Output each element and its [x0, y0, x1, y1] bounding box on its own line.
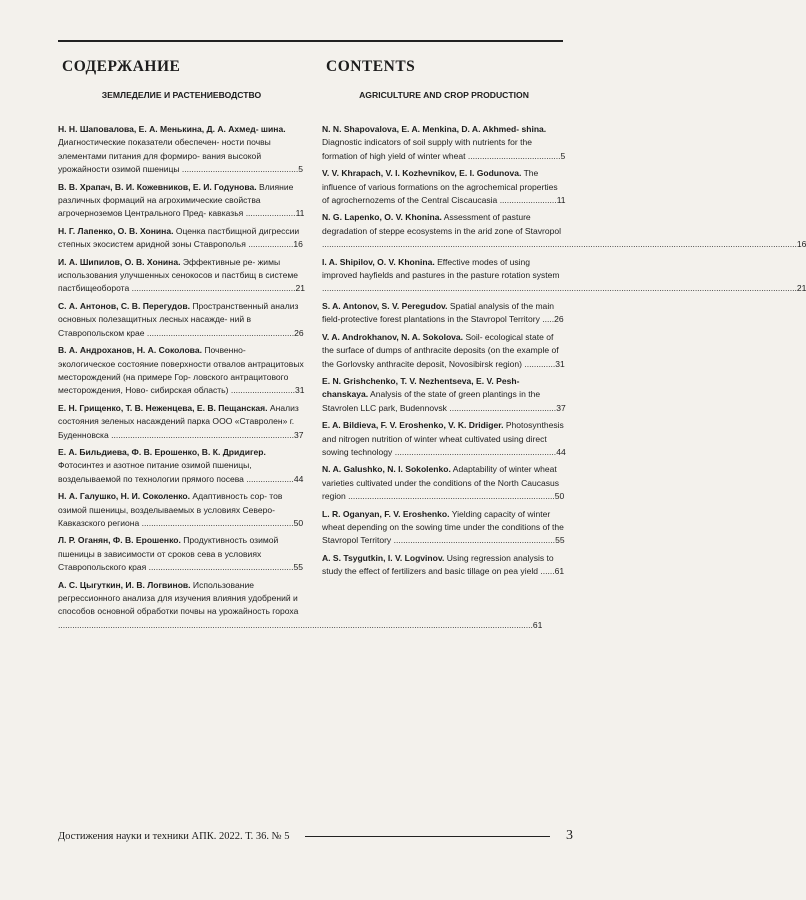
dot-leader: ..................................................................... — [131, 283, 296, 294]
entry-title: Фотосинтез и азотное питание озимой пшеницы, возделываемой по технологии прямого посева — [58, 460, 252, 484]
entry-authors: V. A. Androkhanov, N. A. Sokolova. — [322, 331, 464, 342]
entry-title: Почвенно- экологическое состояние поверхности отвалов антрацитовых месторождений (на примере Гор- ловского антрацитового месторождения, Ново- сибирская область) — [58, 345, 304, 396]
entry-title: Анализ состояния зеленых насаждений парка ООО «Ставролен» г. Буденновска — [58, 402, 299, 440]
toc-entry — [322, 167, 566, 207]
toc-entry — [58, 490, 305, 530]
entry-authors: E. A. Bildieva, F. V. Eroshenko, V. K. Dridiger. — [322, 420, 504, 431]
entry-page-number: 50 — [293, 517, 304, 528]
entry-page-number: 5 — [298, 164, 304, 175]
entry-page-number: 21 — [796, 283, 806, 294]
entry-authors: С. А. Антонов, С. В. Перегудов. — [58, 300, 190, 311]
entry-title: Spatial analysis of the main field-protective forest plantations in the Stavropol Territory — [322, 300, 554, 325]
page-footer — [58, 826, 573, 846]
toc-entry — [322, 419, 566, 459]
contents-heading-ru: СОДЕРЖАНИЕ — [62, 58, 181, 75]
toc-entry — [58, 446, 305, 486]
entry-title: Использование регрессионного анализа для изучения влияния удобрений и способов основной обработки почвы на урожайность гороха — [58, 579, 299, 617]
entry-title: Оценка пастбищной дигрессии степных экосистем аридной зоны Ставрополья — [58, 225, 300, 250]
entry-page-number: 37 — [293, 429, 304, 440]
entry-authors: В. А. Андроханов, Н. А. Соколова. — [58, 345, 202, 356]
entry-authors: S. A. Antonov, S. V. Peregudov. — [322, 300, 448, 311]
entry-title: Влияние различных формаций на агрохимические свойства агрочерноземов Центрального Пред- кавказья — [58, 181, 294, 219]
entry-page-number: 11 — [556, 195, 566, 206]
toc-entry — [58, 225, 305, 252]
entry-authors: E. N. Grishchenko, T. V. Nezhentseva, E. V. Pesh- chanskaya. — [322, 375, 520, 400]
toc-entry — [58, 300, 305, 340]
dot-leader: ............................................................. — [148, 562, 294, 573]
entry-page-number: 31 — [294, 385, 305, 396]
entry-page-number: 44 — [293, 473, 304, 484]
entry-page-number: 61 — [554, 566, 565, 577]
entry-authors: Е. А. Бильдиева, Ф. В. Ерошенко, В. К. Дридигер. — [58, 446, 266, 457]
entry-page-number: 31 — [555, 358, 565, 369]
entry-authors: А. С. Цыгуткин, И. В. Логвинов. — [58, 579, 191, 590]
entry-authors: N. N. Shapovalova, E. A. Menkina, D. A. Akhmed- shina. — [322, 124, 547, 134]
dot-leader: ................................................................ — [141, 517, 294, 528]
dot-leader: ...... — [540, 566, 555, 577]
entry-authors: N. A. Galushko, N. I. Sokolenko. — [322, 464, 451, 475]
toc-entry — [58, 344, 305, 398]
entry-title: Assessment of pasture degradation of steppe ecosystems in the arid zone of Stavropol — [322, 212, 561, 236]
dot-leader: .................................................................... — [393, 535, 556, 546]
entry-title: Effective modes of using improved hayfields and pastures in the pasture rotation system — [322, 256, 560, 281]
english-contents-column — [322, 58, 806, 583]
entry-page-number: 55 — [555, 535, 565, 546]
entry-page-number: 55 — [293, 562, 303, 573]
toc-entry — [58, 534, 305, 574]
entry-authors: Н. А. Галушко, Н. И. Соколенко. — [58, 491, 191, 502]
entry-title: Using regression analysis to study the effect of fertilizers and basic tillage on pea yield — [322, 552, 554, 577]
entry-page-number: 37 — [556, 402, 566, 413]
entries-list-en — [322, 123, 806, 579]
entry-page-number: 61 — [532, 619, 543, 630]
entry-page-number: 5 — [560, 150, 566, 161]
dot-leader: ................... — [248, 239, 294, 250]
entry-authors: Н. Н. Шаповалова, Е. А. Менькина, Д. А. Ахмед- шина. — [58, 124, 286, 134]
entry-page-number: 21 — [295, 283, 305, 294]
toc-entry — [58, 123, 305, 177]
dot-leader: .............................................................. — [146, 327, 295, 338]
toc-entry — [58, 579, 543, 633]
dot-leader: ............................................. — [449, 402, 557, 413]
dot-leader: ............. — [524, 358, 556, 369]
toc-entry — [322, 552, 566, 579]
entry-title: Analysis of the state of green plantings in the Stavrolen LLC park, Budennovsk — [322, 389, 541, 413]
entry-page-number: 16 — [293, 239, 303, 250]
entry-page-number: 26 — [554, 314, 564, 325]
toc-entry — [322, 375, 566, 415]
section-title-en: AGRICULTURE AND CROP PRODUCTION — [359, 90, 529, 100]
entry-title: Адаптивность сор- тов озимой пшеницы, возделываемых в условиях Северо-Кавказского региона — [58, 491, 283, 528]
journal-citation: Достижения науки и техники АПК. 2022. Т. 36. № 5 — [58, 830, 290, 842]
dot-leader: ........................................................................................................................................................................................................ — [58, 619, 533, 630]
entry-title: Soil- ecological state of the surface of dumps of anthracite deposits (on the example of the Gorlovsky anthracite deposit, Novosibirsk region) — [322, 331, 559, 369]
page-number: 3 — [566, 828, 573, 843]
dot-leader: ....................................... — [467, 150, 561, 161]
footer-rule — [305, 836, 550, 837]
entry-page-number: 11 — [295, 208, 305, 219]
entry-page-number: 16 — [796, 239, 806, 250]
dot-leader: ..................... — [245, 208, 296, 219]
dot-leader: ........................................................................................................................................................................................................ — [322, 239, 797, 250]
dot-leader: ................................................. — [181, 164, 299, 175]
entry-authors: В. В. Храпач, В. И. Кожевников, Е. И. Годунова. — [58, 181, 257, 192]
entry-title: Эффективные ре- жимы использования улучшенных сенокосов и пастбищ в системе пастбищеоборота — [58, 256, 298, 294]
entry-authors: V. V. Khrapach, V. I. Kozhevnikov, E. I. Godunova. — [322, 168, 522, 179]
top-rule — [58, 40, 563, 42]
entry-authors: L. R. Oganyan, F. V. Eroshenko. — [322, 508, 450, 519]
toc-entry — [322, 211, 806, 251]
dot-leader: ............................................................................. — [111, 429, 294, 440]
toc-entry — [58, 402, 305, 442]
toc-entry — [322, 256, 806, 296]
entry-authors: I. A. Shipilov, O. V. Khonina. — [322, 256, 435, 267]
entry-page-number: 26 — [294, 327, 304, 338]
entry-title: Продуктивность озимой пшеницы в зависимости от сроков сева в условиях Ставропольского края — [58, 535, 279, 573]
dot-leader: .................... — [246, 473, 294, 484]
entry-authors: Е. Н. Грищенко, Т. В. Неженцева, Е. В. Пещанская. — [58, 402, 268, 413]
toc-entry — [58, 256, 305, 296]
entry-authors: И. А. Шипилов, О. В. Хонина. — [58, 256, 181, 267]
contents-heading-en: CONTENTS — [326, 58, 416, 75]
entry-title: The influence of various formations on the agrochemical properties of agrochernozems of the Central Ciscaucasia — [322, 168, 558, 206]
entry-title: Adaptability of winter wheat varieties cultivated under the conditions of the North Caucasus region — [322, 464, 560, 502]
toc-entry — [322, 463, 566, 503]
entry-authors: Н. Г. Лапенко, О. В. Хонина. — [58, 225, 174, 236]
toc-entry — [58, 181, 305, 221]
toc-entry — [322, 123, 566, 163]
dot-leader: ....................................................................................... — [348, 491, 555, 502]
dot-leader: ........................ — [499, 195, 557, 206]
dot-leader: ..... — [542, 314, 555, 325]
entry-title: Пространственный анализ основных полезащитных лесных насажде- ний в Ставропольском крае — [58, 300, 299, 338]
entry-page-number: 50 — [554, 491, 565, 502]
entry-title: Photosynthesis and nitrogen nutrition of winter wheat cultivated using direct sowing technology — [322, 420, 564, 457]
section-title-ru: ЗЕМЛЕДЕЛИЕ И РАСТЕНИЕВОДСТВО — [101, 90, 262, 100]
entry-authors: A. S. Tsygutkin, I. V. Logvinov. — [322, 552, 445, 563]
entry-authors: Л. Р. Оганян, Ф. В. Ерошенко. — [58, 535, 181, 546]
entry-page-number: 44 — [556, 446, 566, 457]
toc-entry — [322, 331, 566, 371]
entry-authors: N. G. Lapenko, O. V. Khonina. — [322, 212, 442, 223]
entry-title: Diagnostic indicators of soil supply with nutrients for the formation of high yield of winter wheat — [322, 137, 532, 161]
toc-entry — [322, 508, 566, 548]
entry-title: Диагностические показатели обеспечен- ности почвы элементами питания для формиро- вания высокой урожайности озимой пшеницы — [58, 137, 271, 175]
dot-leader: ........................... — [230, 385, 295, 396]
dot-leader: ........................................................................................................................................................................................................ — [322, 283, 797, 294]
entry-title: Yielding capacity of winter wheat depending on the sowing time under the conditions of the Stavropol Territory — [322, 508, 564, 546]
dot-leader: .................................................................... — [394, 446, 557, 457]
toc-entry — [322, 300, 566, 327]
